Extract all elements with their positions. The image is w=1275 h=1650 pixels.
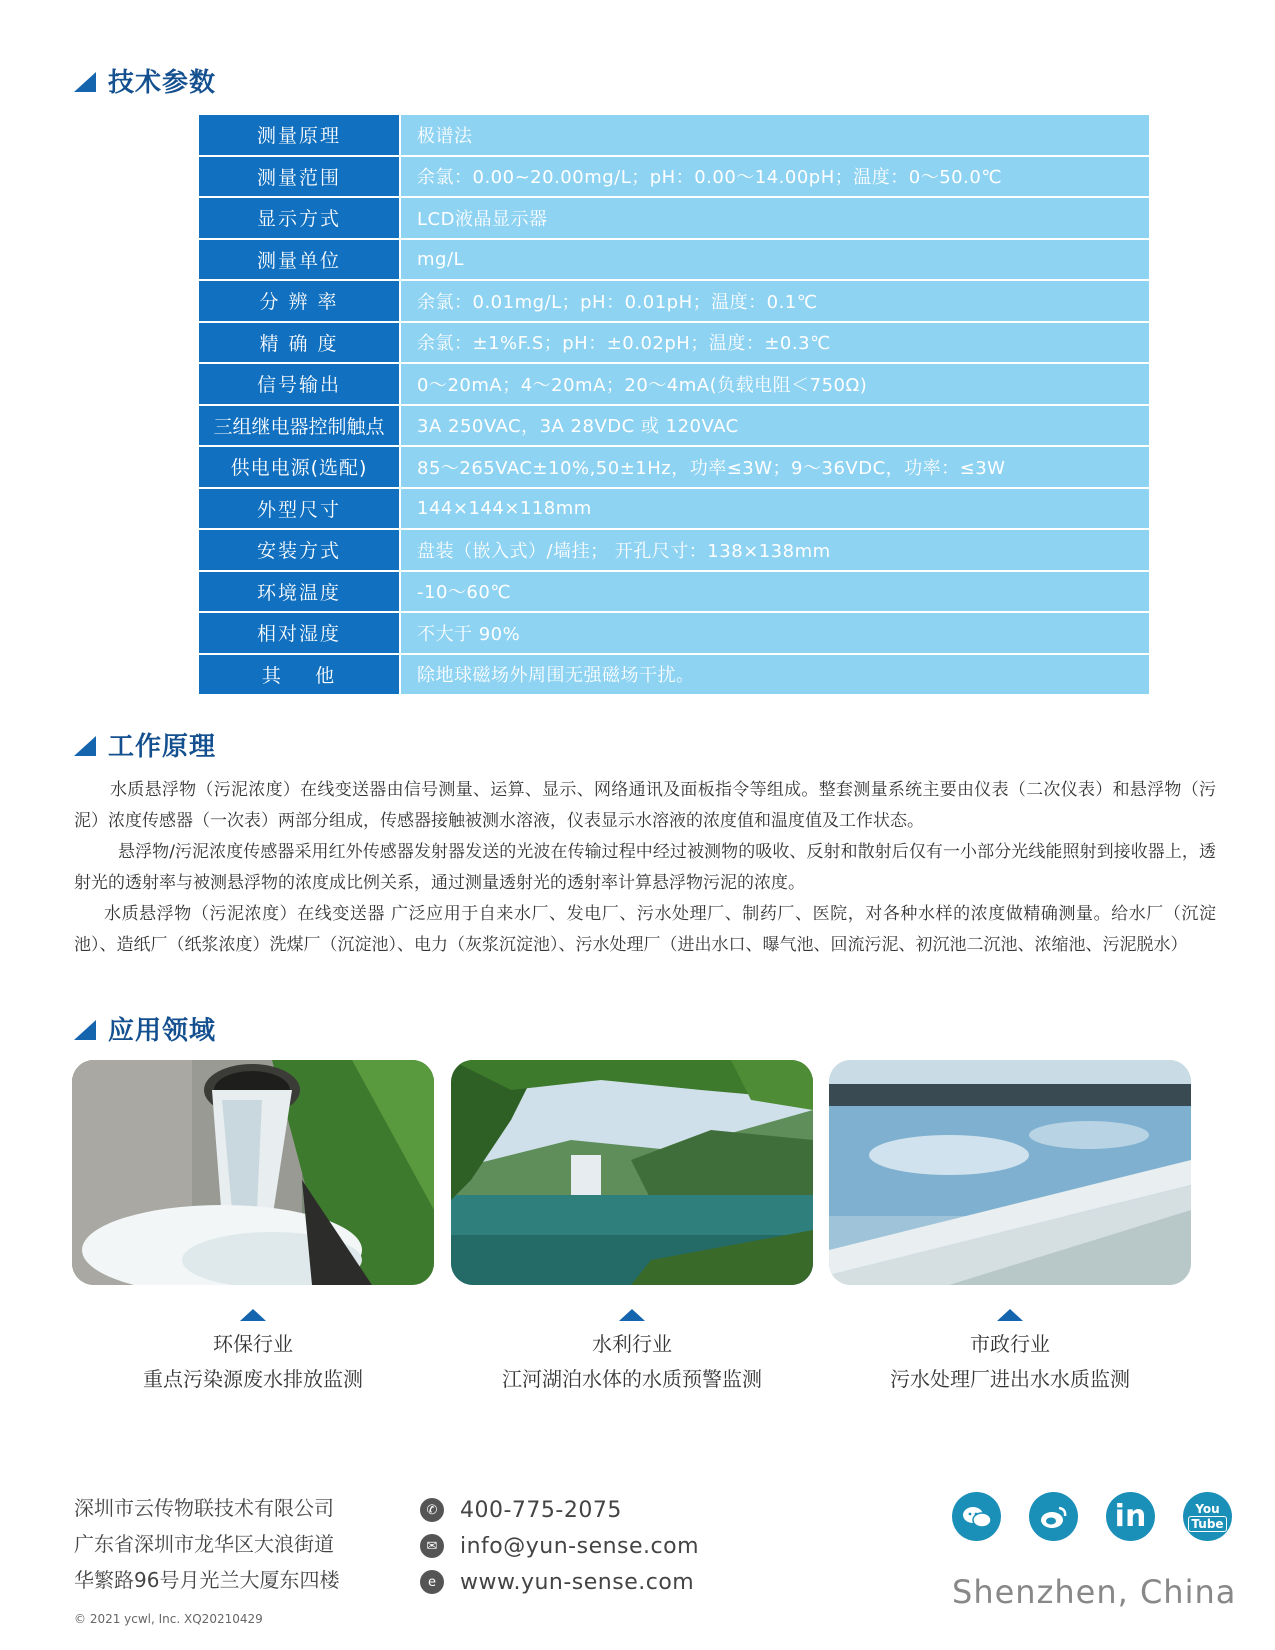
- principle-paragraph: 水质悬浮物（污泥浓度）在线变送器 广泛应用于自来水厂、发电厂、污水处理厂、制药厂、医院，对各种水样的浓度做精确测量。给水厂（沉淀池）、造纸厂（纸浆浓度）洗煤厂（沉淀池）、电力（灰浆沉淀池）、污水处理厂（进出水口、曝气池、回流污泥、初沉池二沉池、浓缩池、污泥脱水）: [74, 904, 1216, 955]
- table-row: [199, 323, 1149, 363]
- phone-icon: ✆: [420, 1498, 444, 1522]
- phone-link[interactable]: 400-775-2075: [460, 1497, 622, 1523]
- application-card-environment: [72, 1060, 434, 1397]
- triangle-marker-icon: [997, 1309, 1023, 1321]
- application-subtitle: 江河湖泊水体的水质预警监测: [502, 1367, 762, 1391]
- spec-key: 其 他: [199, 655, 399, 695]
- triangle-icon: [74, 72, 96, 92]
- table-row: [199, 613, 1149, 653]
- spec-key: 信号输出: [199, 364, 399, 404]
- application-title: 水利行业: [592, 1332, 672, 1356]
- table-row: [199, 655, 1149, 695]
- spec-value: LCD液晶显示器: [401, 198, 1149, 238]
- wastewater-discharge-image: [72, 1060, 434, 1285]
- spec-key: 环境温度: [199, 572, 399, 612]
- spec-value: 不大于 90%: [401, 613, 1149, 653]
- spec-value: mg/L: [401, 240, 1149, 280]
- table-row: [199, 281, 1149, 321]
- application-card-water-conservancy: [451, 1060, 813, 1397]
- linkedin-icon[interactable]: in: [1106, 1492, 1155, 1541]
- table-row: [199, 406, 1149, 446]
- wechat-icon[interactable]: [952, 1492, 1001, 1541]
- triangle-marker-icon: [240, 1309, 266, 1321]
- spec-value: 0～20mA；4～20mA；20～4mA(负载电阻＜750Ω): [401, 364, 1149, 404]
- section-specs-heading: [74, 62, 216, 99]
- spec-key: 测量单位: [199, 240, 399, 280]
- spec-key: 精 确 度: [199, 323, 399, 363]
- spec-key: 安装方式: [199, 530, 399, 570]
- section-principle-heading: [74, 726, 216, 763]
- spec-value: -10～60℃: [401, 572, 1149, 612]
- spec-key: 测量范围: [199, 157, 399, 197]
- spec-value: 余氯：0.00~20.00mg/L；pH：0.00～14.00pH；温度：0～50.0℃: [401, 157, 1149, 197]
- reservoir-image: [451, 1060, 813, 1285]
- table-row: [199, 489, 1149, 529]
- mail-icon: ✉: [420, 1534, 444, 1558]
- triangle-icon: [74, 1020, 96, 1040]
- youtube-you: You: [1195, 1501, 1220, 1516]
- section-title: 工作原理: [108, 732, 217, 762]
- spec-value: 余氯：0.01mg/L；pH：0.01pH；温度：0.1℃: [401, 281, 1149, 321]
- contact-website: [420, 1564, 699, 1600]
- spec-key: 相对湿度: [199, 613, 399, 653]
- spec-key: 三组继电器控制触点: [199, 406, 399, 446]
- application-subtitle: 重点污染源废水排放监测: [143, 1367, 363, 1391]
- contact-phone: [420, 1492, 699, 1528]
- address-line: 广东省深圳市龙华区大浪街道: [74, 1532, 334, 1556]
- spec-value: 85～265VAC±10%,50±1Hz，功率≤3W；9～36VDC，功率：≤3W: [401, 447, 1149, 487]
- spec-key: 测量原理: [199, 115, 399, 155]
- weibo-icon[interactable]: [1029, 1492, 1078, 1541]
- spec-value: 余氯：±1%F.S；pH：±0.02pH；温度：±0.3℃: [401, 323, 1149, 363]
- principle-paragraph: 悬浮物/污泥浓度传感器采用红外传感器发射器发送的光波在传输过程中经过被测物的吸收、反射和散射后仅有一小部分光线能照射到接收器上，透射光的透射率与被测悬浮物的浓度成比例关系，通过测量透射光的透射率计算悬浮物污泥的浓度。: [74, 842, 1216, 893]
- website-link[interactable]: www.yun-sense.com: [460, 1569, 695, 1595]
- youtube-icon[interactable]: [1183, 1492, 1232, 1541]
- spec-value: 盘装（嵌入式）/墙挂； 开孔尺寸：138×138mm: [401, 530, 1149, 570]
- spec-key: 供电电源(选配): [199, 447, 399, 487]
- table-row: [199, 115, 1149, 155]
- city-label: Shenzhen, China: [952, 1573, 1237, 1611]
- section-title: 应用领域: [108, 1016, 217, 1046]
- table-row: [199, 447, 1149, 487]
- triangle-icon: [74, 736, 96, 756]
- table-row: [199, 240, 1149, 280]
- sewage-treatment-image: [829, 1060, 1191, 1285]
- triangle-marker-icon: [619, 1309, 645, 1321]
- table-row: [199, 572, 1149, 612]
- spec-value: 3A 250VAC，3A 28VDC 或 120VAC: [401, 406, 1149, 446]
- spec-table: [199, 115, 1149, 696]
- company-name: 深圳市云传物联技术有限公司: [74, 1496, 334, 1520]
- table-row: [199, 530, 1149, 570]
- contact-list: [420, 1492, 699, 1600]
- application-subtitle: 污水处理厂进出水水质监测: [890, 1367, 1130, 1391]
- table-row: [199, 157, 1149, 197]
- application-card-municipal: [829, 1060, 1191, 1397]
- contact-email: [420, 1528, 699, 1564]
- social-links: [952, 1492, 1232, 1541]
- youtube-tube: Tube: [1188, 1516, 1226, 1532]
- table-row: [199, 364, 1149, 404]
- section-applications-heading: [74, 1010, 216, 1047]
- address-line: 华繁路96号月光兰大厦东四楼: [74, 1568, 340, 1592]
- section-title: 技术参数: [108, 68, 217, 98]
- table-row: [199, 198, 1149, 238]
- spec-value: 极谱法: [401, 115, 1149, 155]
- spec-key: 显示方式: [199, 198, 399, 238]
- principle-paragraph: 水质悬浮物（污泥浓度）在线变送器由信号测量、运算、显示、网络通讯及面板指令等组成。整套测量系统主要由仪表（二次仪表）和悬浮物（污泥）浓度传感器（一次表）两部分组成，传感器接触被测水溶液，仪表显示水溶液的浓度值和温度值及工作状态。: [74, 780, 1216, 831]
- copyright: © 2021 ycwl, Inc. XQ20210429: [74, 1612, 263, 1626]
- email-link[interactable]: info@yun-sense.com: [460, 1533, 700, 1559]
- spec-key: 分 辨 率: [199, 281, 399, 321]
- globe-icon: e: [420, 1570, 444, 1594]
- company-address: [74, 1490, 339, 1598]
- application-title: 环保行业: [213, 1332, 293, 1356]
- spec-value: 144×144×118mm: [401, 489, 1149, 529]
- spec-key: 外型尺寸: [199, 489, 399, 529]
- spec-value: 除地球磁场外周围无强磁场干扰。: [401, 655, 1149, 695]
- application-title: 市政行业: [970, 1332, 1050, 1356]
